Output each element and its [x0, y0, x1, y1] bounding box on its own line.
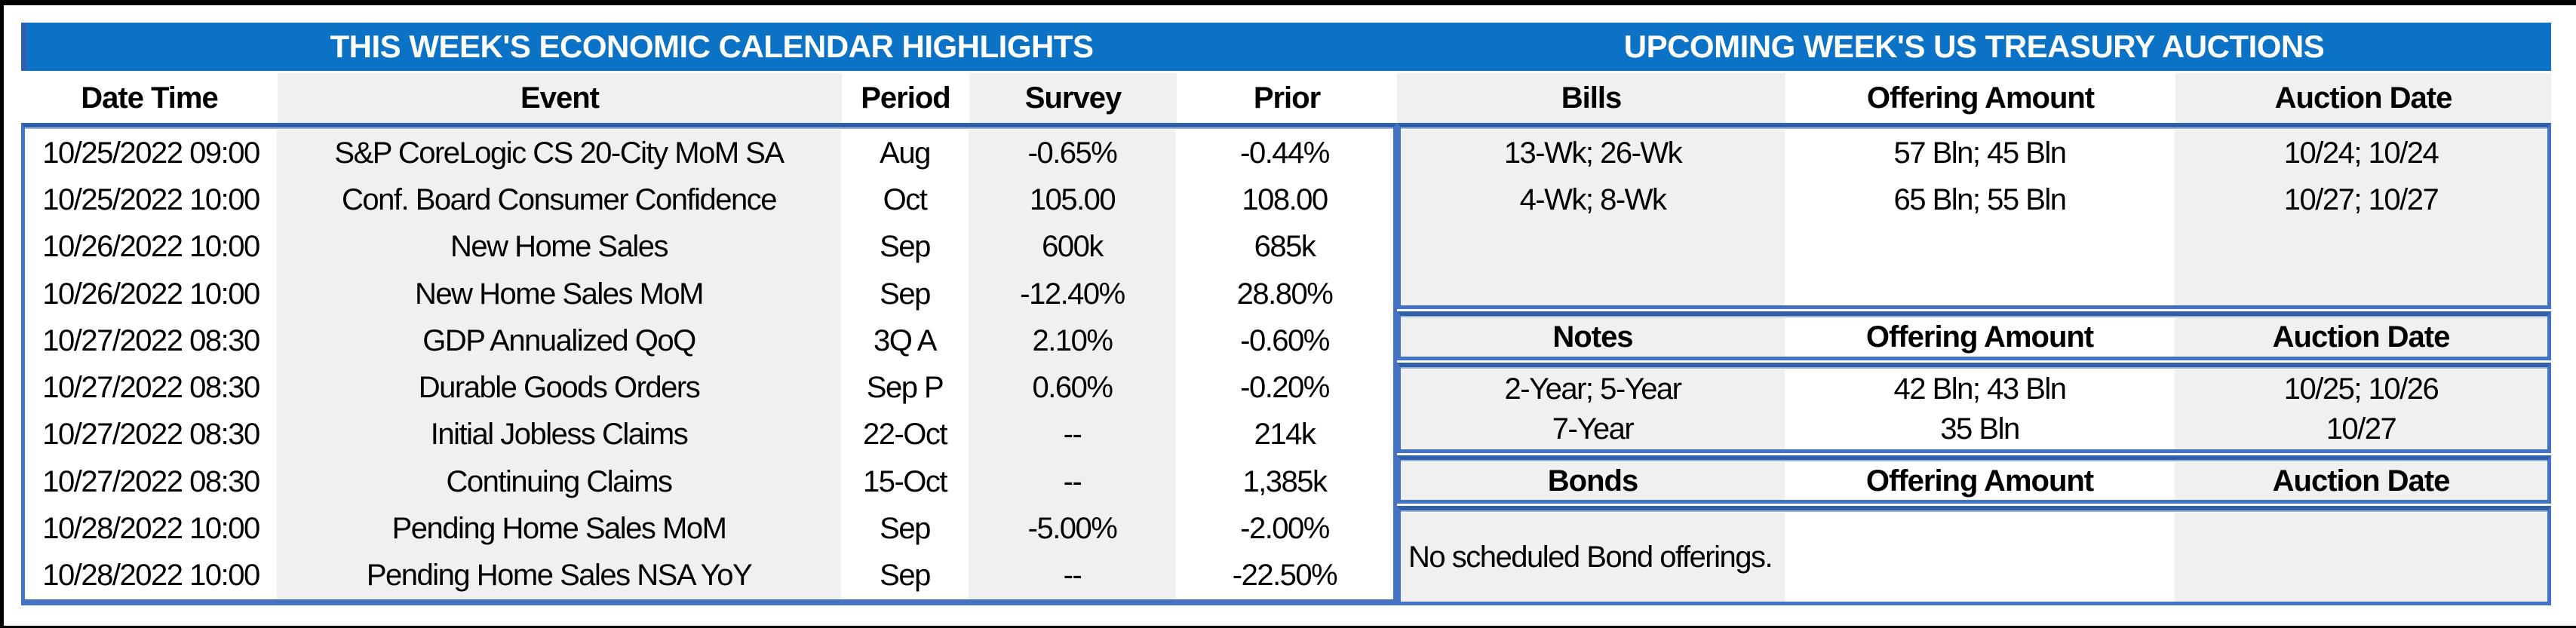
- event-cell: Durable Goods Orders: [418, 371, 700, 405]
- bills-offering-cell: 57 Bln; 45 Bln: [1893, 136, 2066, 170]
- bills-auction-date-cell: 10/27; 10/27: [2283, 182, 2439, 216]
- period-cell: Oct: [883, 182, 927, 216]
- section-header-auction-date: Auction Date: [2272, 464, 2450, 498]
- section-header-notes: Notes: [1552, 320, 1633, 354]
- column-header-date-time: Date Time: [21, 73, 278, 123]
- economic-calendar-title: THIS WEEK'S ECONOMIC CALENDAR HIGHLIGHTS: [330, 29, 1094, 64]
- notes-auction-date-cell: 10/25; 10/26: [2283, 372, 2439, 406]
- event-cell: GDP Annualized QoQ: [422, 323, 695, 357]
- bills-auction-date-cell: 10/24; 10/24: [2283, 136, 2439, 170]
- section-header-auction-date: Auction Date: [2272, 320, 2450, 354]
- column-header-event: Event: [278, 73, 842, 123]
- section-header-offering-amount: Offering Amount: [1865, 464, 2094, 498]
- date-cell: 10/25/2022 09:00: [42, 136, 259, 170]
- event-cell: Conf. Board Consumer Confidence: [341, 182, 777, 216]
- period-cell: 15-Oct: [862, 464, 947, 498]
- treasury-auctions-title: UPCOMING WEEK'S US TREASURY AUCTIONS: [1623, 29, 2325, 64]
- period-cell: Sep: [880, 230, 930, 264]
- date-cell: 10/28/2022 10:00: [42, 559, 259, 593]
- date-cell: 10/26/2022 10:00: [42, 277, 259, 311]
- column-header-prior: Prior: [1177, 73, 1397, 123]
- notes-section-body: [1397, 363, 2551, 453]
- survey-cell: -12.40%: [1020, 277, 1125, 311]
- column-header-auction-date: Auction Date: [2175, 73, 2551, 123]
- prior-cell: 28.80%: [1236, 277, 1333, 311]
- date-cell: 10/26/2022 10:00: [42, 230, 259, 264]
- notes-auction-date-cell: 10/27: [2326, 412, 2396, 446]
- period-cell: Sep P: [866, 371, 944, 405]
- event-cell: Initial Jobless Claims: [430, 418, 688, 452]
- period-cell: 3Q A: [874, 323, 936, 357]
- survey-cell: -0.65%: [1027, 136, 1117, 170]
- bonds-no-offerings-note: No scheduled Bond offerings.: [1408, 540, 1773, 574]
- survey-cell: 2.10%: [1032, 323, 1113, 357]
- date-cell: 10/27/2022 08:30: [42, 418, 259, 452]
- date-cell: 10/27/2022 08:30: [42, 323, 259, 357]
- survey-cell: 0.60%: [1032, 371, 1113, 405]
- bills-security-cell: 13-Wk; 26-Wk: [1503, 136, 1682, 170]
- survey-cell: 105.00: [1029, 182, 1116, 216]
- event-cell: Pending Home Sales MoM: [391, 512, 726, 546]
- prior-cell: 1,385k: [1242, 464, 1327, 498]
- bills-security-cell: 4-Wk; 8-Wk: [1519, 182, 1666, 216]
- prior-cell: 685k: [1254, 230, 1316, 264]
- column-header-row: [21, 73, 2551, 123]
- notes-offering-cell: 35 Bln: [1940, 412, 2019, 446]
- survey-cell: 600k: [1042, 230, 1103, 264]
- bills-offering-cell: 65 Bln; 55 Bln: [1893, 182, 2066, 216]
- period-cell: Sep: [880, 559, 930, 593]
- date-cell: 10/27/2022 08:30: [42, 371, 259, 405]
- economic-calendar-body: [21, 123, 1397, 605]
- prior-cell: -0.44%: [1240, 136, 1329, 170]
- page-background: [4, 5, 2576, 626]
- prior-cell: -0.20%: [1240, 371, 1329, 405]
- section-header-offering-amount: Offering Amount: [1865, 320, 2094, 354]
- prior-cell: -0.60%: [1240, 323, 1329, 357]
- notes-security-cell: 2-Year; 5-Year: [1504, 372, 1681, 406]
- notes-offering-cell: 42 Bln; 43 Bln: [1893, 372, 2066, 406]
- column-header-bills: Bills: [1397, 73, 1785, 123]
- prior-cell: 214k: [1254, 418, 1316, 452]
- prior-cell: -2.00%: [1240, 512, 1329, 546]
- event-cell: Pending Home Sales NSA YoY: [366, 559, 752, 593]
- date-cell: 10/25/2022 10:00: [42, 182, 259, 216]
- bonds-section-body: [1397, 506, 2551, 605]
- bonds-section-header: [1397, 455, 2551, 504]
- survey-cell: --: [1063, 559, 1082, 593]
- date-cell: 10/28/2022 10:00: [42, 512, 259, 546]
- period-cell: Sep: [880, 277, 930, 311]
- event-cell: New Home Sales MoM: [414, 277, 703, 311]
- period-cell: 22-Oct: [862, 418, 947, 452]
- survey-cell: --: [1063, 418, 1082, 452]
- column-header-survey: Survey: [969, 73, 1177, 123]
- event-cell: New Home Sales: [450, 230, 668, 264]
- column-header-offering-amount: Offering Amount: [1785, 73, 2175, 123]
- survey-cell: --: [1063, 464, 1082, 498]
- report-table: [21, 23, 2551, 605]
- period-cell: Sep: [880, 512, 930, 546]
- column-header-period: Period: [842, 73, 969, 123]
- notes-section-header: [1397, 311, 2551, 360]
- event-cell: S&P CoreLogic CS 20-City MoM SA: [334, 136, 784, 170]
- section-header-bonds: Bonds: [1547, 464, 1638, 498]
- title-bar: [21, 23, 2551, 71]
- survey-cell: -5.00%: [1027, 512, 1117, 546]
- event-cell: Continuing Claims: [446, 464, 672, 498]
- date-cell: 10/27/2022 08:30: [42, 464, 259, 498]
- period-cell: Aug: [880, 136, 930, 170]
- prior-cell: 108.00: [1242, 182, 1328, 216]
- bills-section-body: [1397, 123, 2551, 309]
- notes-security-cell: 7-Year: [1552, 412, 1634, 446]
- prior-cell: -22.50%: [1232, 559, 1337, 593]
